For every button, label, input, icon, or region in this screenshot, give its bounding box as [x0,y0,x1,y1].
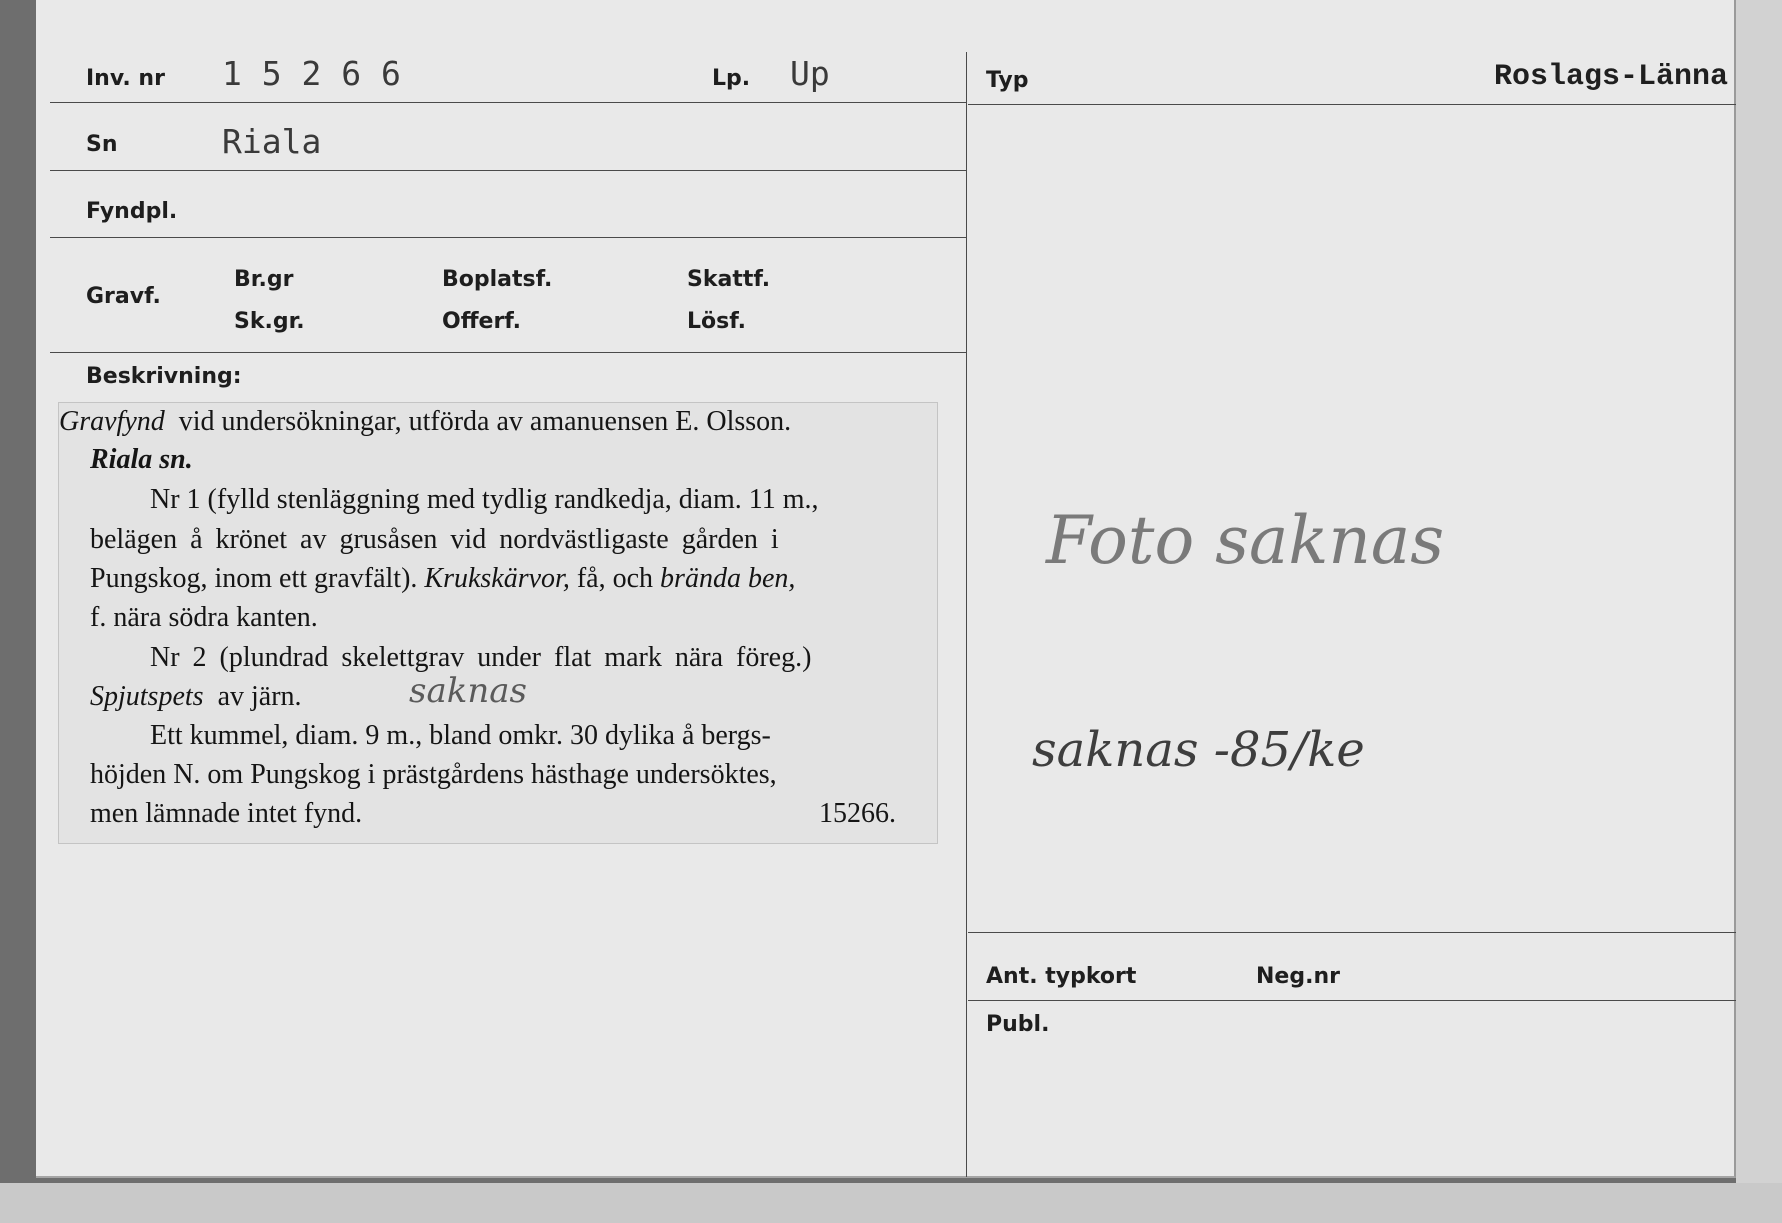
brgr-label: Br.gr [234,267,294,292]
catalog-card [36,0,1736,1178]
rule-typ [968,104,1736,105]
desc-inv-number: 15266. [819,798,896,829]
typ-label: Typ [986,68,1029,93]
background-strip-bottom [0,1183,1782,1223]
skattf-label: Skattf. [687,267,771,292]
center-divider [966,52,967,1177]
lp-label: Lp. [712,66,751,91]
desc-line-7: Nr 2 (plundrad skelettgrav under flat mark nära föreg.) [150,642,812,673]
beskrivning-label: Beskrivning: [86,364,242,389]
desc-line-1 [59,403,791,441]
desc-line-2 [90,441,193,479]
inv-nr-value: 1 5 2 6 6 [222,54,401,93]
desc-line-8-text: av järn. [217,681,302,712]
desc-riala-sn: Riala sn. [90,444,193,475]
rule-ant-typkort-top [968,932,1736,933]
lp-value: Up [790,54,830,93]
typ-value: Roslags-Länna [1493,60,1728,94]
negnr-label: Neg.nr [1256,964,1340,989]
offerf-label: Offerf. [442,309,522,334]
publ-label: Publ. [986,1012,1050,1037]
handwritten-foto-saknas: Foto saknas [1046,502,1445,579]
desc-krukskarvor: Krukskärvor, [424,563,570,594]
skgr-label: Sk.gr. [234,309,305,334]
desc-gravfynd: Gravfynd [59,406,165,437]
rule-fyndpl [50,237,966,238]
desc-line-8 [90,678,302,716]
boplatsf-label: Boplatsf. [442,267,553,292]
rule-publ [968,1000,1736,1001]
fyndpl-label: Fyndpl. [86,199,178,224]
ant-typkort-label: Ant. typkort [986,964,1137,989]
desc-branda-ben: brända ben, [660,563,796,594]
gravf-label: Gravf. [86,284,161,309]
rule-inv [50,102,966,103]
desc-line-5 [90,560,795,598]
sn-label: Sn [86,132,118,157]
desc-line-1-text: vid undersökningar, utförda av amanuensen E. Olsson. [178,406,792,437]
desc-line-9: Ett kummel, diam. 9 m., bland omkr. 30 dylika å bergs- [150,720,771,751]
desc-line-4: belägen å krönet av grusåsen vid nordvästligaste gården i [90,524,779,555]
sn-value: Riala [222,122,322,161]
desc-spjutspets: Spjutspets [90,681,204,712]
background-strip-right [1736,0,1782,1223]
description-clipping [58,402,938,844]
desc-line-6: f. nära södra kanten. [90,602,318,633]
losf-label: Lösf. [687,309,746,334]
desc-line-5-a: Pungskog, inom ett gravfält). [90,563,418,594]
handwritten-saknas-inline: saknas [409,671,527,711]
desc-line-3: Nr 1 (fylld stenläggning med tydlig randkedja, diam. 11 m., [150,484,819,515]
handwritten-saknas-note: saknas -85/ke [1032,722,1365,778]
desc-line-5-b: få, och [576,563,654,594]
desc-line-11: men lämnade intet fynd. [90,798,363,829]
rule-gravf [50,352,966,353]
inv-nr-label: Inv. nr [86,66,165,91]
rule-sn [50,170,966,171]
desc-line-10: höjden N. om Pungskog i prästgårdens hästhage undersöktes, [90,759,777,790]
